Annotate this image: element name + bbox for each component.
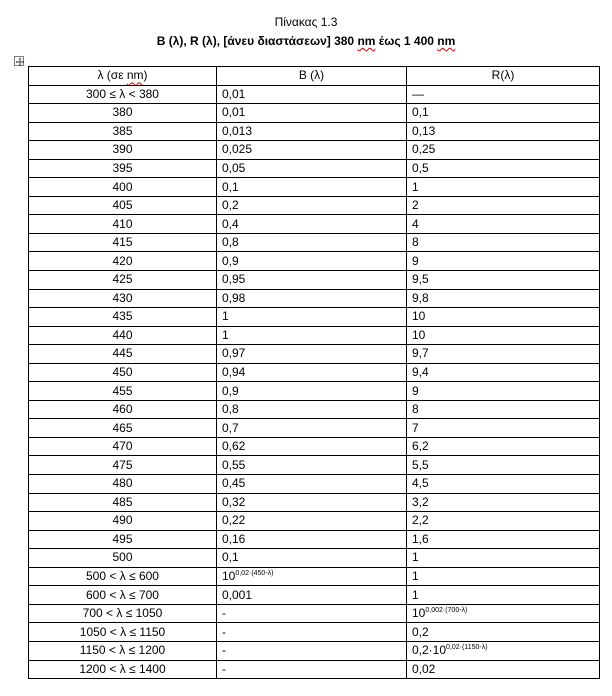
cell-r-value: 8 bbox=[407, 233, 600, 252]
cell-r-value: 0,13 bbox=[407, 122, 600, 141]
b-exponent: 0,02·(450-λ) bbox=[235, 570, 274, 578]
cell-r-value: 9,8 bbox=[407, 289, 600, 308]
cell-b-value: 0,16 bbox=[217, 530, 407, 549]
cell-lambda: 475 bbox=[29, 456, 217, 475]
cell-lambda: 450 bbox=[29, 363, 217, 382]
cell-r-value: 1 bbox=[407, 549, 600, 568]
cell-lambda: 440 bbox=[29, 326, 217, 345]
table-caption-number: Πίνακας 1.3 bbox=[274, 15, 338, 29]
table-caption-title bbox=[0, 33, 612, 49]
cell-b-value: 0,8 bbox=[217, 400, 407, 419]
cell-r-value: 0,02 bbox=[407, 660, 600, 679]
table-row bbox=[29, 549, 600, 568]
cell-r-value: 0,1 bbox=[407, 104, 600, 123]
table-row bbox=[29, 400, 600, 419]
cell-b-value: 0,05 bbox=[217, 159, 407, 178]
cell-b-value: 0,97 bbox=[217, 345, 407, 364]
caption-title-mid: έως 1 400 bbox=[375, 34, 438, 48]
r-base: 10 bbox=[412, 606, 426, 621]
cell-b-value: - bbox=[217, 641, 407, 660]
cell-r-value: 0,5 bbox=[407, 159, 600, 178]
header-b: B (λ) bbox=[217, 67, 407, 86]
caption-unit-end: nm bbox=[437, 34, 456, 48]
table-row bbox=[29, 215, 600, 234]
cell-b-value: 1 bbox=[217, 326, 407, 345]
cell-lambda: 495 bbox=[29, 530, 217, 549]
cell-lambda: 380 bbox=[29, 104, 217, 123]
cell-b-value: 0,013 bbox=[217, 122, 407, 141]
cell-lambda: 435 bbox=[29, 308, 217, 327]
table-row bbox=[29, 493, 600, 512]
table-row bbox=[29, 586, 600, 605]
cell-lambda: 465 bbox=[29, 419, 217, 438]
cell-b-value: - bbox=[217, 623, 407, 642]
cell-b-value: 0,1 bbox=[217, 178, 407, 197]
cell-lambda: 455 bbox=[29, 382, 217, 401]
cell-b-value: 0,55 bbox=[217, 456, 407, 475]
cell-lambda: 500 < λ ≤ 600 bbox=[29, 567, 217, 586]
cell-lambda: 420 bbox=[29, 252, 217, 271]
cell-r-value: 10 bbox=[407, 326, 600, 345]
cell-b-value: 0,8 bbox=[217, 233, 407, 252]
table-row bbox=[29, 641, 600, 660]
cell-b-value: - bbox=[217, 604, 407, 623]
cell-r-value: 9 bbox=[407, 252, 600, 271]
header-r: R(λ) bbox=[407, 67, 600, 86]
table-row bbox=[29, 122, 600, 141]
cell-b-value: - bbox=[217, 660, 407, 679]
header-lambda bbox=[29, 67, 217, 86]
r-base: 0,2·10 bbox=[412, 643, 447, 658]
cell-r-value: 6,2 bbox=[407, 437, 600, 456]
cell-b-value: 0,32 bbox=[217, 493, 407, 512]
table-row bbox=[29, 326, 600, 345]
cell-lambda: 390 bbox=[29, 141, 217, 160]
table-row bbox=[29, 382, 600, 401]
table-row bbox=[29, 85, 600, 104]
cell-r-value: 1,6 bbox=[407, 530, 600, 549]
cell-lambda: 405 bbox=[29, 196, 217, 215]
caption-unit-start: nm bbox=[357, 34, 376, 48]
cell-lambda: 415 bbox=[29, 233, 217, 252]
cell-b-value: 0,4 bbox=[217, 215, 407, 234]
cell-lambda: 395 bbox=[29, 159, 217, 178]
cell-r-value: 1 bbox=[407, 567, 600, 586]
cell-r-value: 7 bbox=[407, 419, 600, 438]
table-body bbox=[29, 85, 600, 679]
cell-r-value: 2,2 bbox=[407, 512, 600, 531]
table-row bbox=[29, 104, 600, 123]
caption-title-prefix: Β (λ), R (λ), [άνευ διαστάσεων] 380 bbox=[156, 34, 358, 48]
cell-lambda: 410 bbox=[29, 215, 217, 234]
cell-r-value: 9,5 bbox=[407, 271, 600, 290]
cell-r-value: 10 bbox=[407, 308, 600, 327]
cell-b-value: 0,7 bbox=[217, 419, 407, 438]
table-move-handle-icon[interactable] bbox=[14, 56, 24, 66]
table-row bbox=[29, 512, 600, 531]
table-row bbox=[29, 233, 600, 252]
cell-b-value: 0,98 bbox=[217, 289, 407, 308]
table-row bbox=[29, 345, 600, 364]
r-exponent: 0,02·(1150-λ) bbox=[446, 644, 488, 652]
table-row bbox=[29, 159, 600, 178]
cell-r-value: 3,2 bbox=[407, 493, 600, 512]
cell-lambda: 425 bbox=[29, 271, 217, 290]
table-row bbox=[29, 660, 600, 679]
cell-b-value: 0,9 bbox=[217, 252, 407, 271]
table-row bbox=[29, 141, 600, 160]
table-row bbox=[29, 419, 600, 438]
cell-r-value: 8 bbox=[407, 400, 600, 419]
cell-b-value: 0,94 bbox=[217, 363, 407, 382]
cell-lambda: 1150 < λ ≤ 1200 bbox=[29, 641, 217, 660]
table-row bbox=[29, 456, 600, 475]
cell-b-value: 0,22 bbox=[217, 512, 407, 531]
table-row bbox=[29, 475, 600, 494]
cell-r-value bbox=[407, 604, 600, 623]
table-row bbox=[29, 271, 600, 290]
data-table bbox=[28, 66, 600, 679]
cell-r-value: 1 bbox=[407, 178, 600, 197]
cell-b-value: 0,95 bbox=[217, 271, 407, 290]
cell-lambda: 700 < λ ≤ 1050 bbox=[29, 604, 217, 623]
cell-r-value: 4,5 bbox=[407, 475, 600, 494]
cell-lambda: 445 bbox=[29, 345, 217, 364]
cell-r-value bbox=[407, 641, 600, 660]
header-lambda-suffix: ) bbox=[143, 68, 148, 83]
cell-r-value: 4 bbox=[407, 215, 600, 234]
cell-lambda: 485 bbox=[29, 493, 217, 512]
cell-b-value: 0,62 bbox=[217, 437, 407, 456]
table-row bbox=[29, 196, 600, 215]
cell-r-value: 9,4 bbox=[407, 363, 600, 382]
table-row bbox=[29, 530, 600, 549]
cell-r-value: 9,7 bbox=[407, 345, 600, 364]
cell-r-value: 0,25 bbox=[407, 141, 600, 160]
cell-lambda: 400 bbox=[29, 178, 217, 197]
cell-b-value: 0,01 bbox=[217, 85, 407, 104]
cell-r-value: 9 bbox=[407, 382, 600, 401]
cell-lambda: 430 bbox=[29, 289, 217, 308]
header-lambda-prefix: λ (σε bbox=[97, 68, 127, 83]
cell-lambda: 1200 < λ ≤ 1400 bbox=[29, 660, 217, 679]
cell-r-value: 0,2 bbox=[407, 623, 600, 642]
cell-r-value: 1 bbox=[407, 586, 600, 605]
cell-b-value: 0,01 bbox=[217, 104, 407, 123]
cell-b-value: 0,9 bbox=[217, 382, 407, 401]
b-base: 10 bbox=[222, 569, 236, 584]
table-row bbox=[29, 437, 600, 456]
table-row bbox=[29, 623, 600, 642]
table-row bbox=[29, 363, 600, 382]
cell-lambda: 600 < λ ≤ 700 bbox=[29, 586, 217, 605]
table-row bbox=[29, 604, 600, 623]
cell-lambda: 460 bbox=[29, 400, 217, 419]
cell-lambda: 300 ≤ λ < 380 bbox=[29, 85, 217, 104]
cell-lambda: 1050 < λ ≤ 1150 bbox=[29, 623, 217, 642]
table-row bbox=[29, 567, 600, 586]
cell-lambda: 500 bbox=[29, 549, 217, 568]
cell-b-value: 0,001 bbox=[217, 586, 407, 605]
cell-lambda: 470 bbox=[29, 437, 217, 456]
cell-r-value: 2 bbox=[407, 196, 600, 215]
table-header-row bbox=[29, 67, 600, 86]
cell-b-value bbox=[217, 567, 407, 586]
cell-lambda: 490 bbox=[29, 512, 217, 531]
cell-b-value: 0,025 bbox=[217, 141, 407, 160]
cell-r-value: — bbox=[407, 85, 600, 104]
cell-b-value: 0,1 bbox=[217, 549, 407, 568]
cell-b-value: 0,45 bbox=[217, 475, 407, 494]
table-row bbox=[29, 252, 600, 271]
cell-b-value: 0,2 bbox=[217, 196, 407, 215]
cell-b-value: 1 bbox=[217, 308, 407, 327]
cell-lambda: 480 bbox=[29, 475, 217, 494]
table-row bbox=[29, 178, 600, 197]
r-exponent: 0,002·(700-λ) bbox=[425, 607, 468, 615]
cell-lambda: 385 bbox=[29, 122, 217, 141]
cell-r-value: 5,5 bbox=[407, 456, 600, 475]
table-row bbox=[29, 289, 600, 308]
table-row bbox=[29, 308, 600, 327]
header-lambda-unit: nm bbox=[126, 68, 144, 83]
